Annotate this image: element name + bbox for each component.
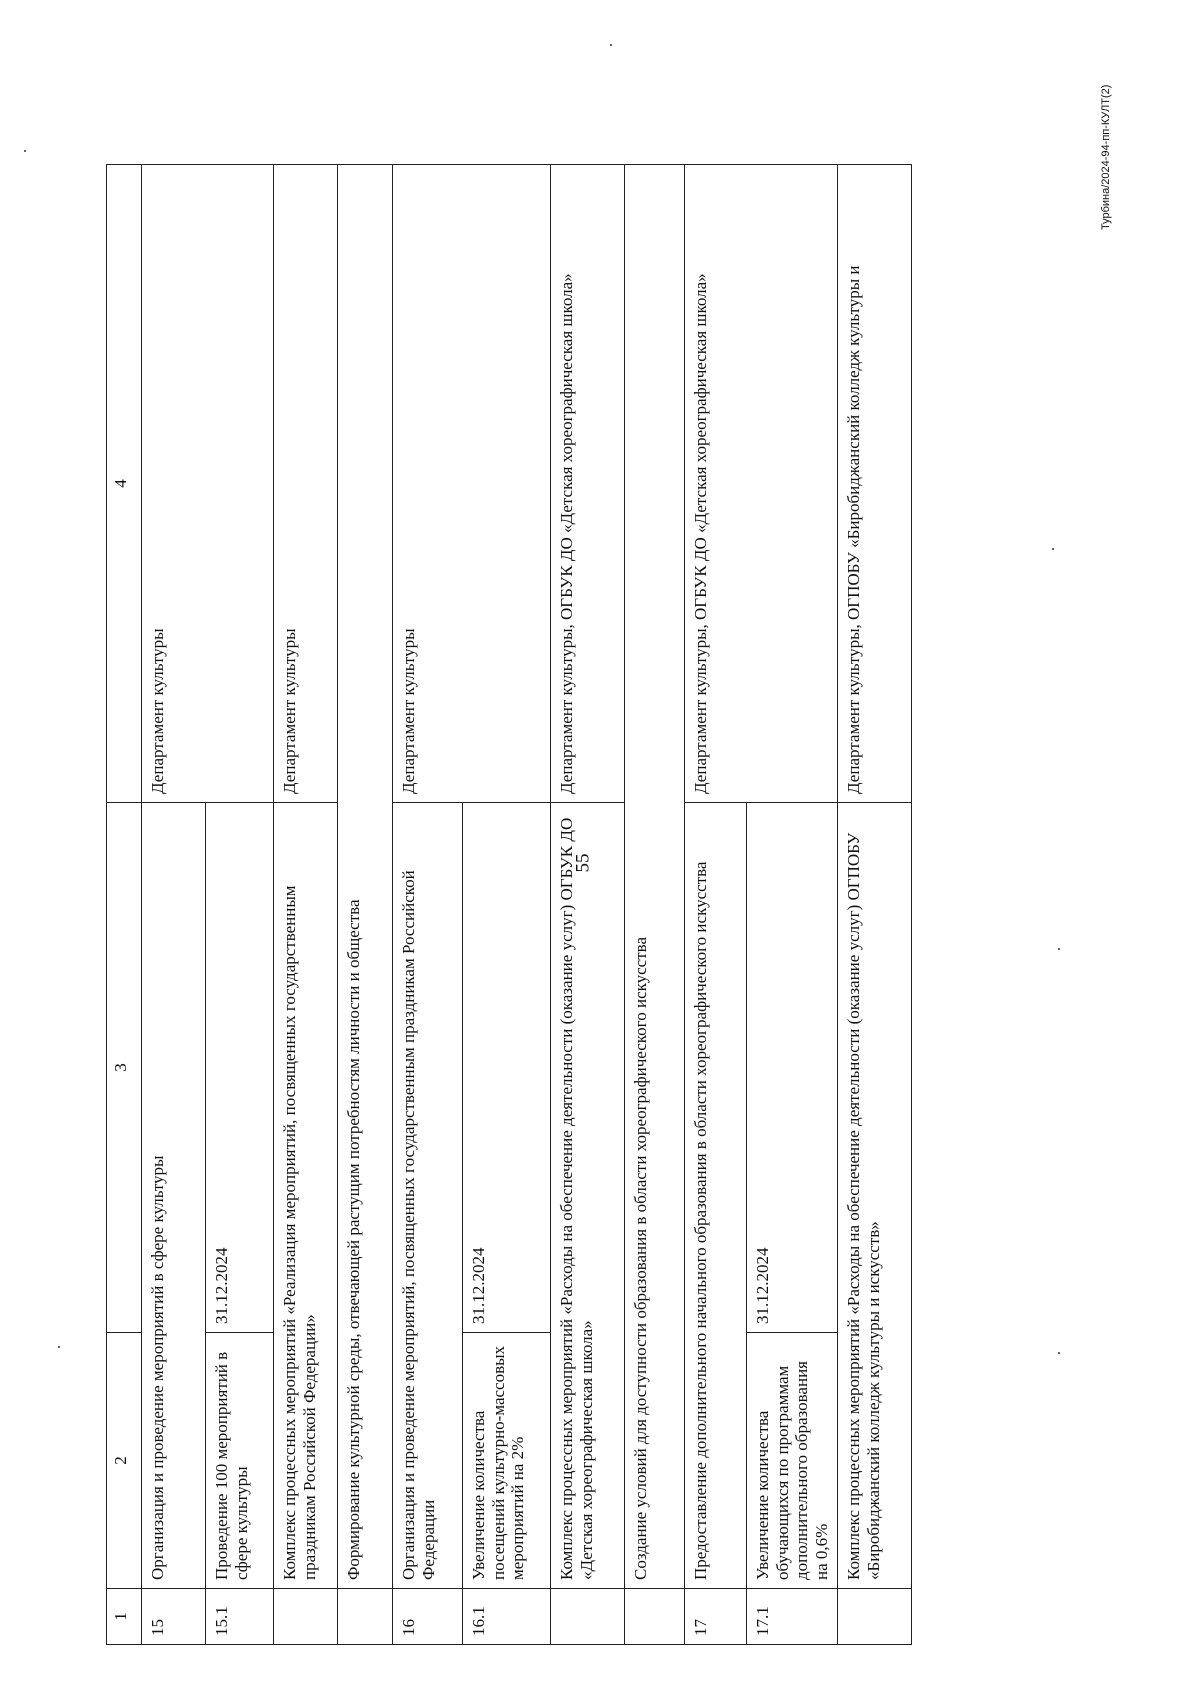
page-number: 55 [572,853,594,873]
row-date: 31.12.2024 [463,803,551,1333]
row-text: Комплекс процессных мероприятий «Реализация мероприятий, посвященных государственным праздникам Российской Федерации» [274,803,338,1589]
row-text: Увеличение количества посещений культурно-массовых мероприятий на 2% [463,1333,551,1589]
table-row [393,165,463,1645]
table-row [685,165,747,1645]
row-number: 15.1 [206,1589,274,1645]
row-number-empty [551,1589,625,1645]
header-col-2: 2 [107,1333,142,1589]
row-text: Формирование культурной среды, отвечающей растущим потребностям личности и общества [338,165,393,1589]
table-row [838,165,912,1645]
row-number: 16 [393,1589,463,1645]
row-number-empty [274,1589,338,1645]
plan-table [106,164,912,1645]
row-text: Предоставление дополнительного начального образования в области хореографического искусства [685,803,747,1589]
row-number: 17 [685,1589,747,1645]
header-col-4: 4 [107,165,142,803]
row-text: Организация и проведение мероприятий, посвященных государственным праздникам Российской Федерации [393,803,463,1589]
header-col-3: 3 [107,803,142,1333]
row-responsible: Департамент культуры, ОГПОБУ «Биробиджанский колледж культуры и [838,165,912,803]
table-row [625,165,685,1645]
row-text: Создание условий для доступности образования в области хореографического искусства [625,165,685,1589]
row-text: Организация и проведение мероприятий в сфере культуры [142,803,206,1589]
row-text: Увеличение количества обучающихся по программам дополнительного образования на 0,6% [747,1333,838,1589]
row-number: 16.1 [463,1589,551,1645]
table-header-row [107,165,142,1645]
row-date: 31.12.2024 [747,803,838,1333]
scan-speck [58,1346,60,1348]
row-text: Комплекс процессных мероприятий «Расходы на обеспечение деятельности (оказание услуг) ОГБУК ДО «Детская хореографическая школа» [551,803,625,1589]
rotated-table-container [96,95,1186,1695]
table-row [338,165,393,1645]
row-responsible: Департамент культуры [393,165,551,803]
header-col-1: 1 [107,1589,142,1645]
row-text: Проведение 100 мероприятий в сфере культуры [206,1333,274,1589]
table-row [274,165,338,1645]
row-responsible: Департамент культуры, ОГБУК ДО «Детская хореографическая школа» [551,165,625,803]
row-number: 15 [142,1589,206,1645]
row-text: Комплекс процессных мероприятий «Расходы на обеспечение деятельности (оказание услуг) ОГПОБУ «Биробиджанский колледж культуры и искусств» [838,803,912,1589]
scan-speck [24,150,26,152]
scan-speck [1058,948,1060,950]
row-date: 31.12.2024 [206,803,274,1333]
row-responsible: Департамент культуры [142,165,274,803]
row-number: 17.1 [747,1589,838,1645]
row-number-empty [625,1589,685,1645]
row-number-empty [838,1589,912,1645]
row-responsible: Департамент культуры [274,165,338,803]
table-row [142,165,206,1645]
scan-speck [610,44,612,46]
row-responsible: Департамент культуры, ОГБУК ДО «Детская хореографическая школа» [685,165,838,803]
document-code-footer: Турбина/2024-94-пп-КУЛТ(2) [1100,84,1112,230]
table-row [551,165,625,1645]
row-number-empty [338,1589,393,1645]
scan-speck [1058,1352,1060,1354]
scan-speck [1052,548,1054,550]
